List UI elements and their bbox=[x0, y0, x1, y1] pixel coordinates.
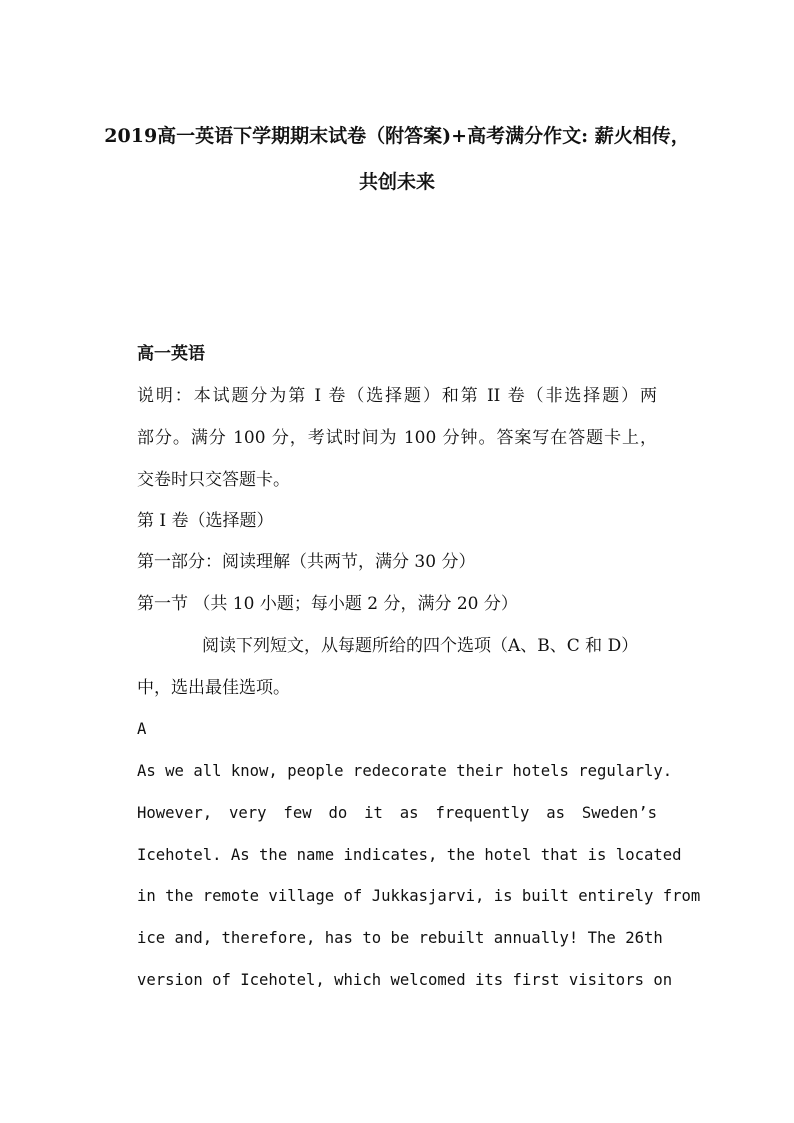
document-title-line-1: 2019高一英语下学期期末试卷（附答案)+高考满分作文: 薪火相传， bbox=[104, 125, 690, 147]
passage-line-3: Icehotel. As the name indicates, the hotel that is located bbox=[137, 846, 682, 864]
directions-line-1: 阅读下列短文，从每题所给的四个选项（A、B、C 和 D） bbox=[202, 636, 639, 656]
section-one-heading: 第一节 （共 10 小题；每小题 2 分，满分 20 分） bbox=[137, 594, 518, 614]
passage-line-6: version of Icehotel, which welcomed its first visitors on bbox=[137, 971, 673, 989]
part-one-heading: 第一部分：阅读理解（共两节，满分 30 分） bbox=[137, 552, 476, 572]
document-title-line-2: 共创未来 bbox=[358, 171, 435, 193]
passage-line-1: As we all know, people redecorate their hotels regularly. bbox=[137, 762, 673, 780]
passage-line-2: However, very few do it as frequently as Sweden’s bbox=[137, 804, 657, 822]
passage-line-5: ice and, therefore, has to be rebuilt annually! The 26th bbox=[137, 929, 663, 947]
instructions-line-1: 说明：本试题分为第 I 卷（选择题）和第 II 卷（非选择题）两 bbox=[137, 386, 657, 406]
instructions-line-2: 部分。满分 100 分，考试时间为 100 分钟。答案写在答题卡上， bbox=[137, 428, 657, 448]
passage-line-4: in the remote village of Jukkasjarvi, is built entirely from bbox=[137, 887, 701, 905]
section-heading: 高一英语 bbox=[137, 344, 205, 364]
directions-line-2: 中，选出最佳选项。 bbox=[137, 678, 290, 698]
passage-label: A bbox=[137, 720, 147, 738]
instructions-line-3: 交卷时只交答题卡。 bbox=[137, 470, 290, 490]
volume-one-heading: 第 I 卷（选择题） bbox=[137, 511, 274, 531]
